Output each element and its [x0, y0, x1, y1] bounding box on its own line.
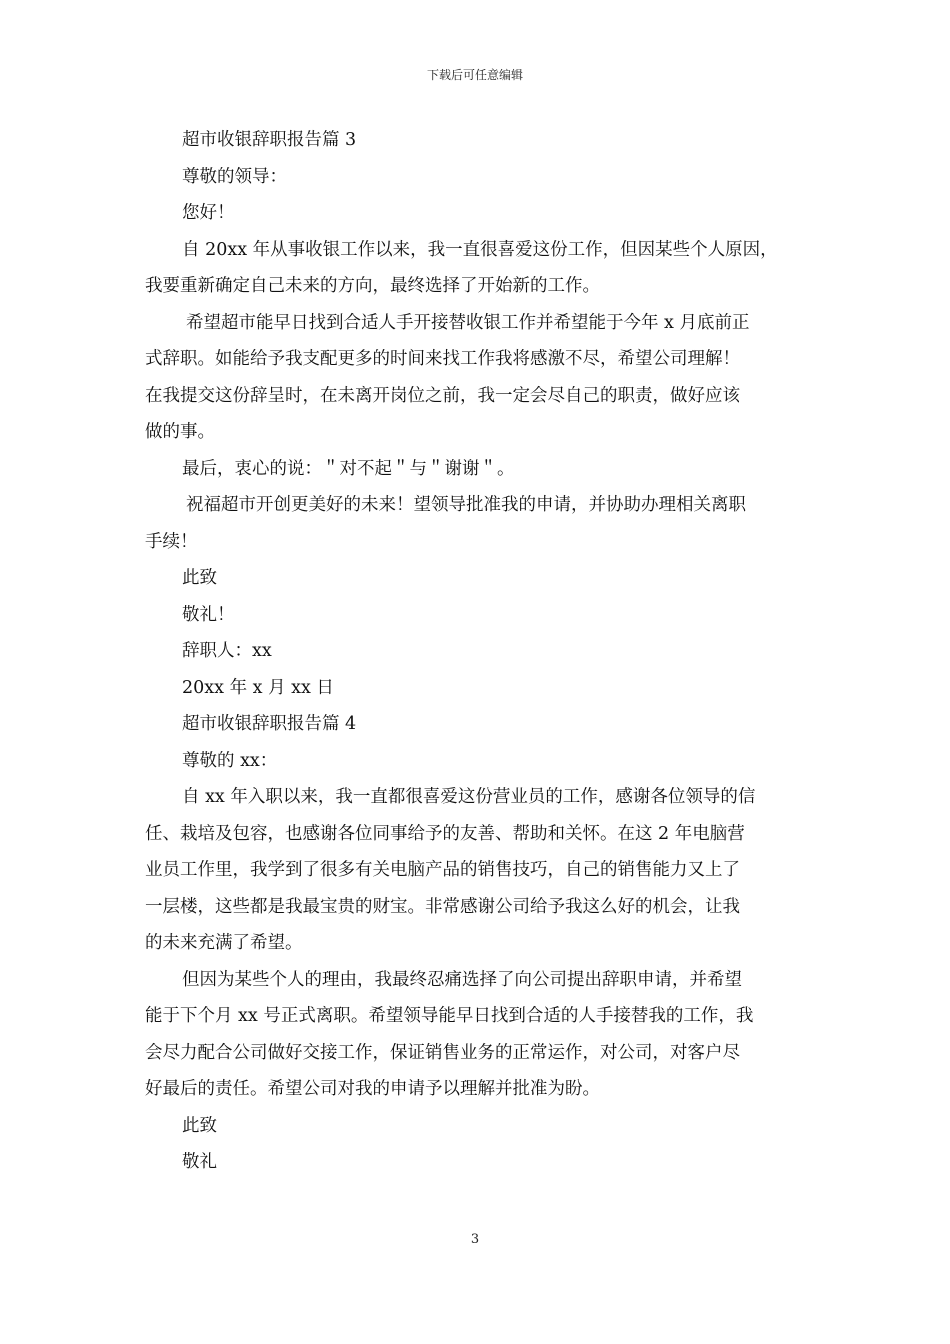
paragraph-line: 希望超市能早日找到合适人手开接替收银工作并希望能于今年 x 月底前正: [186, 312, 750, 333]
closing-line: 敬礼！: [182, 604, 235, 625]
document-body: [145, 122, 813, 1181]
page-number: 3: [470, 1232, 480, 1247]
closing-line: 敬礼: [182, 1152, 217, 1172]
section-title-4: 超市收银辞职报告篇 4: [182, 714, 357, 734]
paragraph-line: 手续！: [145, 531, 198, 552]
paragraph-line: 但因为某些个人的理由，我最终忍痛选择了向公司提出辞职申请，并希望: [182, 969, 742, 990]
greeting: 您好！: [182, 203, 235, 223]
paragraph-line: 的未来充满了希望。: [145, 933, 303, 953]
paragraph-line: 在我提交这份辞呈时，在未离开岗位之前，我一定会尽自己的职责，做好应该: [145, 385, 740, 406]
paragraph-line: 祝福超市开创更美好的未来！望领导批准我的申请，并协助办理相关离职: [186, 495, 746, 515]
closing-line: 此致: [182, 568, 217, 588]
salutation: 尊敬的 xx：: [182, 750, 278, 771]
page-header-note: 下载后可任意编辑: [426, 68, 523, 82]
paragraph-line: 自 20xx 年从事收银工作以来，我一直很喜爱这份工作，但因某些个人原因，: [182, 239, 778, 260]
paragraph-line: 最后，衷心的说：＂对不起＂与＂谢谢＂。: [182, 458, 515, 479]
paragraph-line: 好最后的责任。希望公司对我的申请予以理解并批准为盼。: [145, 1079, 600, 1099]
paragraph-line: 业员工作里，我学到了很多有关电脑产品的销售技巧，自己的销售能力又上了: [145, 860, 740, 880]
date-line: 20xx 年 x 月 xx 日: [182, 677, 334, 698]
section-title-3: 超市收银辞职报告篇 3: [182, 130, 357, 150]
paragraph-line: 能于下个月 xx 号正式离职。希望领导能早日找到合适的人手接替我的工作，我: [145, 1006, 754, 1026]
salutation: 尊敬的领导：: [182, 166, 287, 187]
signature-line: 辞职人：xx: [182, 641, 272, 661]
paragraph-line: 式辞职。如能给予我支配更多的时间来找工作我将感激不尽，希望公司理解！: [145, 349, 740, 369]
paragraph-line: 任、栽培及包容，也感谢各位同事给予的友善、帮助和关怀。在这 2 年电脑营: [145, 823, 745, 844]
paragraph-line: 会尽力配合公司做好交接工作，保证销售业务的正常运作，对公司，对客户尽: [145, 1042, 740, 1063]
closing-line: 此致: [182, 1115, 217, 1136]
paragraph-line: 我要重新确定自己未来的方向，最终选择了开始新的工作。: [145, 276, 600, 296]
paragraph-line: 做的事。: [145, 422, 215, 442]
paragraph-line: 一层楼，这些都是我最宝贵的财宝。非常感谢公司给予我这么好的机会，让我: [145, 896, 740, 917]
paragraph-line: 自 xx 年入职以来，我一直都很喜爱这份营业员的工作，感谢各位领导的信: [182, 787, 756, 807]
